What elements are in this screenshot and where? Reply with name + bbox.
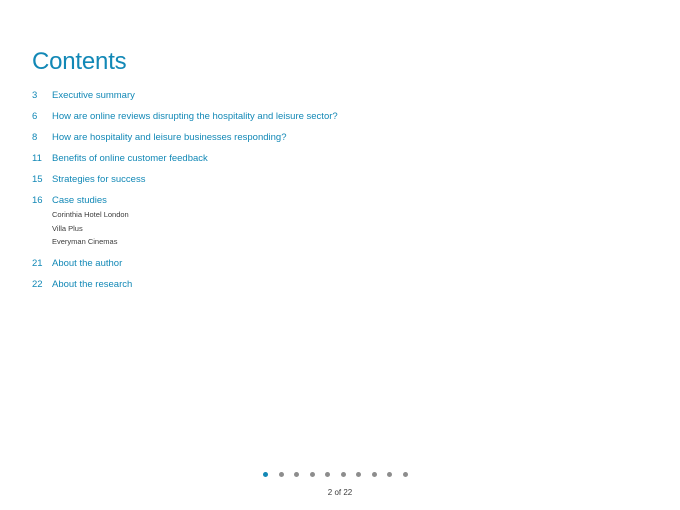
page-title: Contents: [32, 48, 127, 75]
toc-entry-online-reviews[interactable]: [32, 110, 632, 123]
page-navigation-dots: [263, 472, 408, 477]
page-count: 2 of 22: [327, 488, 353, 497]
toc-page-number: 21: [32, 257, 43, 269]
page-dot[interactable]: [294, 472, 299, 477]
page-dot[interactable]: [356, 472, 361, 477]
toc-label[interactable]: How are online reviews disrupting the hospitality and leisure sector?: [52, 111, 338, 122]
toc-label[interactable]: How are hospitality and leisure businesses responding?: [52, 132, 287, 143]
table-of-contents: [32, 89, 632, 299]
toc-entry-benefits[interactable]: [32, 152, 632, 165]
toc-label[interactable]: Strategies for success: [52, 174, 146, 185]
page-dot[interactable]: [310, 472, 315, 477]
toc-entry-about-author[interactable]: [32, 257, 632, 270]
page-dot[interactable]: [387, 472, 392, 477]
toc-label[interactable]: About the research: [52, 278, 133, 290]
toc-page-number: 16: [32, 195, 43, 206]
page-dot[interactable]: [372, 472, 377, 477]
page-dot[interactable]: [263, 472, 268, 477]
toc-label[interactable]: Benefits of online customer feedback: [52, 153, 208, 164]
toc-page-number: 22: [32, 278, 43, 290]
toc-page-number: 3: [32, 90, 38, 101]
toc-label[interactable]: About the author: [52, 257, 123, 269]
toc-entry-about-research[interactable]: [32, 278, 632, 291]
toc-sub-list: [52, 208, 129, 249]
toc-entry-executive-summary[interactable]: [32, 89, 632, 102]
toc-entry-case-studies[interactable]: [32, 194, 632, 249]
toc-page-number: 11: [32, 153, 42, 164]
page-dot[interactable]: [325, 472, 330, 477]
toc-label[interactable]: Case studies: [52, 195, 107, 206]
toc-entry-businesses-responding[interactable]: [32, 131, 632, 144]
toc-label[interactable]: Executive summary: [52, 90, 135, 101]
toc-page-number: 8: [32, 132, 38, 143]
toc-sub-item: Corinthia Hotel London: [52, 210, 129, 219]
page-dot[interactable]: [403, 472, 408, 477]
toc-sub-item: Everyman Cinemas: [52, 237, 118, 246]
toc-page-number: 15: [32, 174, 43, 185]
page-dot[interactable]: [279, 472, 284, 477]
toc-sub-item: Villa Plus: [52, 223, 83, 233]
page-dot[interactable]: [341, 472, 346, 477]
toc-entry-strategies[interactable]: [32, 173, 632, 186]
toc-page-number: 6: [32, 111, 38, 122]
